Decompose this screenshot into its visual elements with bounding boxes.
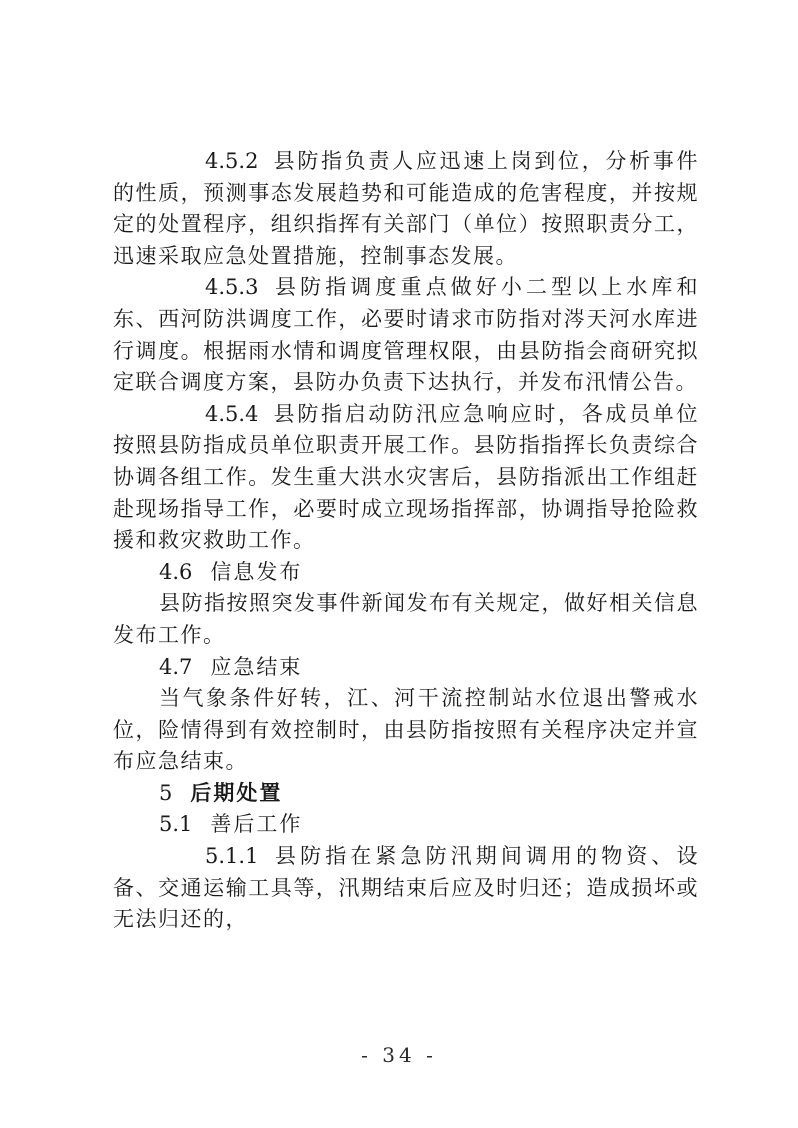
section-number: 4.7 [159, 654, 193, 679]
paragraph-text: 县防指按照突发事件新闻发布有关规定，做好相关信息发布工作。 [113, 591, 699, 647]
heading-title: 信息发布 [210, 559, 303, 584]
section-number: 5 [159, 780, 173, 805]
paragraph-text: 县防指调度重点做好小二型以上水库和东、西河防洪调度工作，必要时请求市防指对涔天河水库进行调度。根据雨水情和调度管理权限，由县防指会商研究拟定联合调度方案，县防办负责下达执行，并发布汛情公告。 [113, 275, 699, 395]
page-number: - 34 - [361, 1043, 437, 1067]
document-body [113, 146, 699, 936]
heading-title: 应急结束 [210, 654, 303, 679]
heading-4-7 [113, 652, 699, 684]
section-number: 4.6 [159, 559, 193, 584]
paragraph-4-5-4 [113, 399, 699, 557]
paragraph-4-5-3 [113, 272, 699, 398]
paragraph-4-5-2 [113, 146, 699, 272]
section-number: 5.1.1 [205, 844, 259, 869]
heading-4-6 [113, 557, 699, 589]
heading-title: 后期处置 [190, 780, 283, 805]
section-number: 4.5.3 [205, 275, 259, 300]
section-number: 4.5.2 [205, 149, 259, 173]
section-number: 5.1 [159, 812, 193, 837]
heading-5-1 [113, 809, 699, 841]
paragraph-text: 县防指负责人应迅速上岗到位，分析事件的性质，预测事态发展趋势和可能造成的危害程度，并按规定的处置程序，组织指挥有关部门（单位）按照职责分工，迅速采取应急处置措施，控制事态发展。 [113, 149, 699, 268]
section-number: 4.5.4 [205, 401, 259, 426]
paragraph-5-1-1 [113, 841, 699, 936]
paragraph-info-release [113, 588, 699, 651]
heading-5 [113, 778, 699, 810]
paragraph-text: 县防指在紧急防汛期间调用的物资、设备、交通运输工具等，汛期结束后应及时归还；造成损坏或无法归还的， [113, 844, 699, 932]
paragraph-emergency-end [113, 683, 699, 778]
paragraph-text: 当气象条件好转，江、河干流控制站水位退出警戒水位，险情得到有效控制时，由县防指按照有关程序决定并宣布应急结束。 [113, 686, 699, 774]
heading-title: 善后工作 [210, 812, 303, 837]
paragraph-text: 县防指启动防汛应急响应时，各成员单位按照县防指成员单位职责开展工作。县防指指挥长负责综合协调各组工作。发生重大洪水灾害后，县防指派出工作组赶赴现场指导工作，必要时成立现场指挥部，协调指导抢险救援和救灾救助工作。 [113, 401, 699, 553]
